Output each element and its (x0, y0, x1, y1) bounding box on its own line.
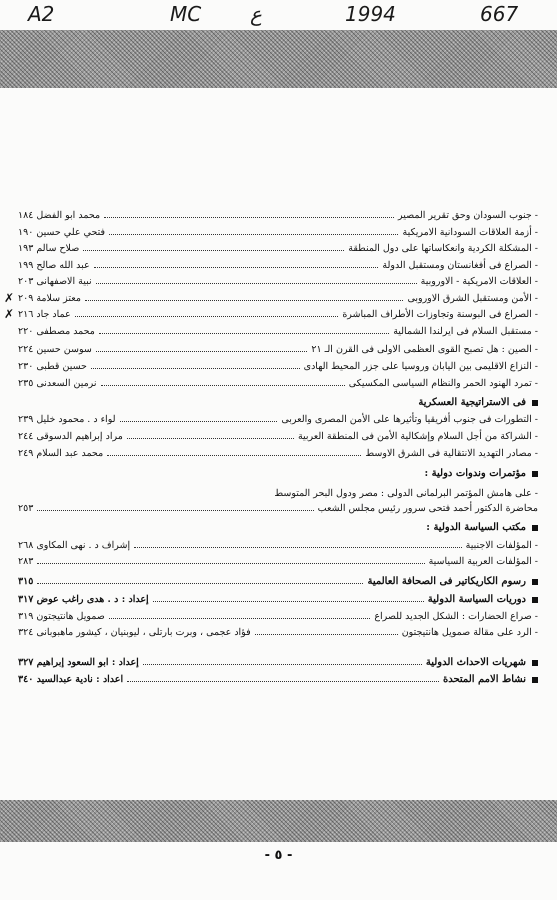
entry-title: - مستقبل السلام فى ايرلندا الشمالية (393, 326, 538, 337)
entry-author-page: معتز سلامة ٢٠٩ (18, 293, 81, 304)
entry-author-page: حسين قطبى ٢٣٠ (18, 361, 87, 372)
entry-title: - النزاع الاقليمى بين اليابان وروسيا على جزر المحيط الهادى (303, 361, 538, 372)
leader-dots (120, 421, 277, 422)
entry-author-page: إعداد : ابو السعود إبراهيم ٣٢٧ (18, 657, 139, 668)
leader-dots (75, 316, 338, 317)
handwritten-code: A2 (28, 2, 55, 26)
entry-title: - أزمة العلاقات السودانية الامريكية (402, 227, 538, 238)
entry-title: فى الاستراتيجية العسكرية (418, 397, 526, 408)
entry-author-page: إعداد : د . هدى راغب عوض ٣١٧ (18, 594, 149, 605)
leader-dots (91, 368, 300, 369)
entry-title: نشاط الامم المتحدة (442, 674, 526, 685)
leader-dots (109, 618, 370, 619)
toc-entry (4, 307, 538, 322)
toc-entry (18, 446, 538, 461)
entry-title: - الشراكة من أجل السلام وإشكالية الأمن فى المنطقة العربية (297, 431, 538, 442)
section-bullet-icon (532, 525, 538, 531)
entry-author-page: سوسن حسين ٢٢٤ (18, 344, 92, 355)
toc-entry (18, 429, 538, 444)
entry-title: - جنوب السودان وحق تقرير المصير (398, 210, 538, 221)
section-bullet-icon (532, 471, 538, 477)
entry-title: - صراع الحضارات : الشكل الجديد للصراع (374, 611, 538, 622)
leader-dots (101, 385, 345, 386)
toc-section (18, 672, 538, 687)
toc-section (18, 574, 538, 589)
entry-title: - تمرد الهنود الحمر والنظام السياسى المكسيكى (348, 378, 538, 389)
entry-title: - الصين : هل تصبح القوى العظمى الاولى فى القرن الـ ٢١ (311, 344, 538, 355)
leader-dots (143, 664, 422, 665)
entry-title: - الأمن ومستقبل الشرق الاوروبى (407, 293, 538, 304)
entry-author-page: محمد ابو الفضل ١٨٤ (18, 210, 101, 221)
toc-section (18, 520, 538, 535)
entry-author-page: عبد الله صالح ١٩٩ (18, 260, 90, 271)
handwritten-year: 1994 (345, 2, 396, 26)
entry-title: - العلاقات الامريكية - الاوروبية (420, 276, 538, 287)
toc-section (18, 655, 538, 670)
leader-dots (104, 217, 394, 218)
entry-author-page: ٢٥٣ (18, 503, 34, 514)
entry-title: - الرد على مقالة صمويل هانتيجتون (401, 627, 538, 638)
toc-entry (18, 609, 538, 624)
entry-author-page: مراد إبراهيم الدسوقى ٢٤٤ (18, 431, 123, 442)
entry-title: - المؤلفات العربية السياسية (428, 556, 538, 567)
toc-section (18, 592, 538, 607)
toc-entry (18, 554, 538, 569)
toc-entry (18, 625, 538, 640)
entry-title: - الصراع فى أفغانستان ومستقبل الدولة (382, 260, 538, 271)
entry-author-page: لواء د . محمود خليل ٢٣٩ (18, 414, 116, 425)
entry-title: محاضرة الدكتور أحمد فتحى سرور رئيس مجلس الشعب (317, 503, 538, 514)
section-bullet-icon (532, 400, 538, 406)
entry-author-page: محمد عبد السلام ٢٤٩ (18, 448, 104, 459)
leader-dots (96, 283, 417, 284)
page-number: - ٥ - (264, 848, 293, 863)
handwritten-x-mark-icon: ✗ (4, 291, 15, 305)
entry-title: - التطورات فى جنوب أفريقيا وتأثيرها على الأمن المصرى والعربى (281, 414, 538, 425)
entry-title: رسوم الكاريكاتير فى الصحافة العالمية (367, 576, 526, 587)
entry-author-page: إشراف د . نهى المكاوى ٢٦٨ (18, 540, 131, 551)
toc-section (18, 466, 538, 481)
toc-entry (18, 225, 538, 240)
toc-entry (18, 274, 538, 289)
toc-entry (18, 486, 538, 501)
entry-author-page: نرمين السعدنى ٢٣٥ (18, 378, 97, 389)
toc-section (18, 395, 538, 410)
leader-dots (37, 563, 425, 564)
toc-entry (18, 208, 538, 223)
handwritten-number: 667 (480, 2, 519, 26)
toc-entry (18, 342, 538, 357)
entry-title: مكتب السياسة الدولية : (426, 522, 526, 533)
entry-title: دوريات السياسة الدولية (427, 594, 526, 605)
leader-dots (153, 601, 424, 602)
leader-dots (96, 351, 307, 352)
handwritten-ain: ع (250, 2, 262, 26)
section-bullet-icon (532, 597, 538, 603)
entry-title: - على هامش المؤتمر البرلمانى الدولى : مصر ودول البحر المتوسط (274, 488, 538, 499)
entry-author-page: نبية الاصفهانى ٢٠٣ (18, 276, 92, 287)
section-bullet-icon (532, 677, 538, 683)
leader-dots (37, 583, 363, 584)
entry-author-page: محمد مصطفى ٢٢٠ (18, 326, 95, 337)
handwritten-mc: MC (170, 2, 202, 26)
leader-dots (107, 455, 361, 456)
entry-author-page: فؤاد عجمى ، وبرت بارتلى ، ليوبنيان ، كيشور ماهبوبانى ٣٢٤ (18, 627, 251, 638)
leader-dots (37, 510, 314, 511)
entry-title: - مصادر التهديد الانتقالية فى الشرق الاوسط (365, 448, 538, 459)
section-bullet-icon (532, 660, 538, 666)
entry-author-page: ٣١٥ (18, 576, 34, 587)
toc-entry (18, 376, 538, 391)
entry-title: - الصراع فى البوسنة وتجاوزات الأطراف المباشرة (342, 309, 538, 320)
entry-author-page: صمويل هانتيجتون ٣١٩ (18, 611, 105, 622)
entry-author-page: صلاح سالم ١٩٣ (18, 243, 80, 254)
toc-entry (18, 412, 538, 427)
entry-title: - المشكلة الكردية وانعكاساتها على دول المنطقة (348, 243, 538, 254)
leader-dots (85, 300, 403, 301)
handwritten-x-mark-icon: ✗ (4, 307, 15, 321)
leader-dots (255, 634, 398, 635)
leader-dots (127, 681, 439, 682)
leader-dots (134, 547, 462, 548)
entry-title: - المؤلفات الاجنبية (465, 540, 538, 551)
leader-dots (109, 234, 398, 235)
entry-title: مؤتمرات وندوات دولية : (424, 468, 526, 479)
entry-author-page: اعداد : نادية عبدالسيد ٣٤٠ (18, 674, 124, 685)
leader-dots (99, 333, 389, 334)
entry-author-page: فتحي علي حسين ١٩٠ (18, 227, 106, 238)
leader-dots (83, 250, 344, 251)
toc-entry (18, 501, 538, 516)
entry-author-page: ٢٨٣ (18, 556, 34, 567)
toc-entry (18, 359, 538, 374)
leader-dots (127, 438, 294, 439)
entry-title: شهريات الاحداث الدولية (425, 657, 526, 668)
toc-entry (18, 324, 538, 339)
toc-entry (18, 538, 538, 553)
toc-entry (18, 258, 538, 273)
toc-entry (18, 241, 538, 256)
section-bullet-icon (532, 579, 538, 585)
toc-entry (4, 291, 538, 306)
leader-dots (94, 267, 378, 268)
entry-author-page: عماد جاد ٢١٦ (18, 309, 71, 320)
